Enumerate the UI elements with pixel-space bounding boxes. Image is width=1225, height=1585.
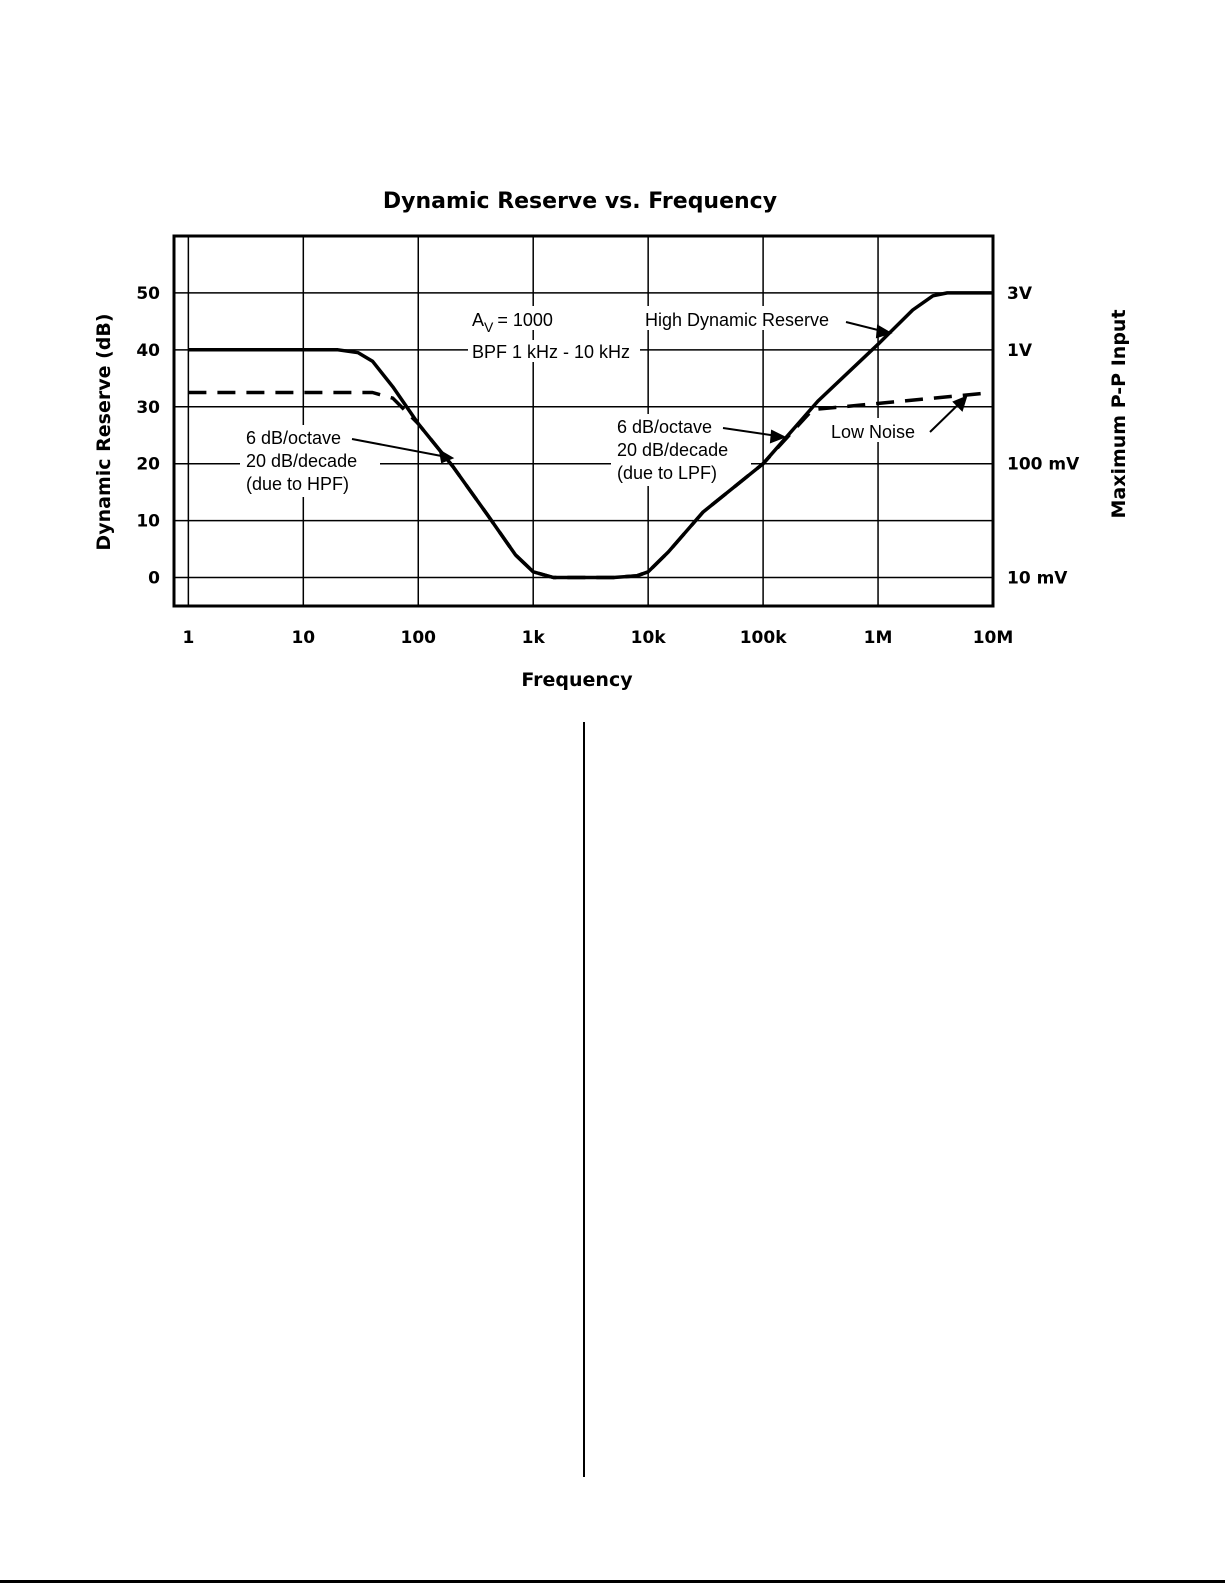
x-tick-label-0: 1 [182, 628, 195, 648]
x-axis-label: Frequency [521, 669, 633, 691]
av-value: = 1000 [497, 310, 553, 330]
y-tick-label-1: 10 [136, 511, 160, 532]
y-tick-label-4: 40 [136, 340, 160, 361]
y2-tick-label-3: 10 mV [1007, 568, 1068, 589]
page-bottom-rule [0, 1580, 1225, 1583]
x-tick-label-2: 100 [400, 628, 437, 648]
y-tick-label-3: 30 [136, 397, 160, 418]
x-tick-label-6: 1M [863, 628, 893, 648]
lpf-line-3: (due to LPF) [617, 463, 718, 483]
x-tick-label-3: 1k [521, 628, 545, 648]
hpf-line-3: (due to HPF) [246, 474, 350, 494]
column-divider [583, 722, 585, 1477]
av-letter: A [472, 310, 485, 330]
dynamic-reserve-chart [0, 0, 1225, 720]
x-tick-label-1: 10 [291, 628, 316, 648]
lpf-line-2: 20 dB/decade [617, 440, 729, 460]
x-tick-label-4: 10k [630, 628, 666, 648]
hpf-line-1: 6 dB/octave [246, 428, 342, 448]
x-tick-label-7: 10M [972, 628, 1014, 648]
y2-tick-label-0: 3V [1007, 283, 1032, 304]
chart-title: Dynamic Reserve vs. Frequency [382, 189, 778, 214]
x-tick-labels [182, 628, 1013, 648]
hpf-arrow-head [440, 451, 452, 462]
y-axis-label: Dynamic Reserve (dB) [93, 313, 115, 551]
x-tick-label-5: 100k [739, 628, 787, 648]
y-tick-label-2: 20 [136, 454, 160, 475]
y2-tick-label-2: 100 mV [1007, 454, 1080, 475]
hpf-line-2: 20 dB/decade [246, 451, 358, 471]
annotations [240, 306, 928, 497]
y2-tick-label-1: 1V [1007, 340, 1032, 361]
low-noise-label: Low Noise [831, 422, 916, 442]
y2-axis-label: Maximum P-P Input [1108, 309, 1130, 519]
hdr-label: High Dynamic Reserve [645, 310, 830, 330]
lpf-line-1: 6 dB/octave [617, 417, 713, 437]
y-tick-label-0: 0 [148, 568, 160, 589]
bpf-label: BPF 1 kHz - 10 kHz [472, 342, 631, 362]
av-subscript: V [484, 319, 494, 335]
y-tick-labels [136, 284, 160, 589]
y-tick-label-5: 50 [136, 283, 160, 304]
y2-tick-labels [1007, 284, 1080, 589]
